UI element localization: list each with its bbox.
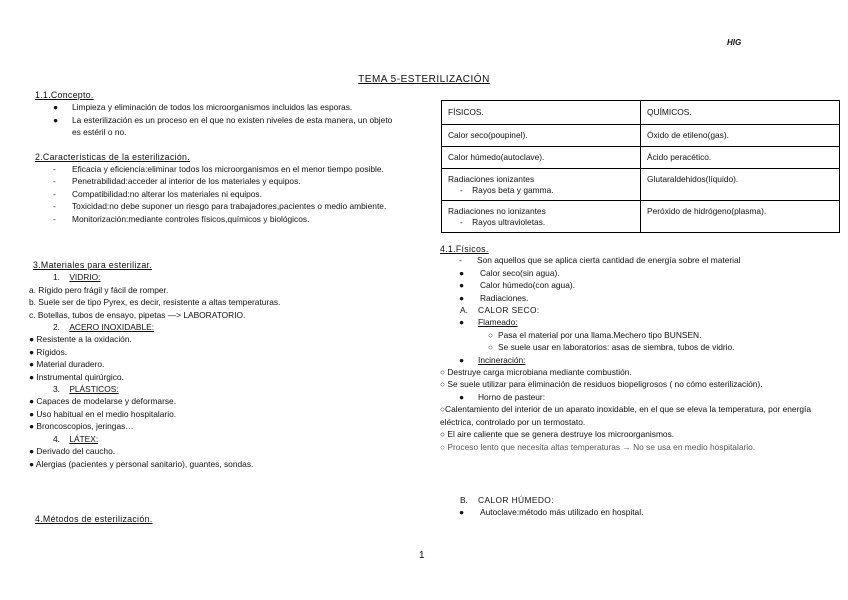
characteristic-item: - Toxicidad:no debe suponer un riesgo para trabajadores,pacientes o medio ambiente. [53,201,387,212]
characteristic-item: - Penetrabilidad:acceder al interior de los materiales y equipos. [53,176,301,187]
section-characteristics-heading: 2.Características de la esterilización. [35,151,190,162]
table-header-fisicos: FÍSICOS. [442,101,641,125]
horno-heading: ● Horno de pasteur: [459,391,546,402]
table-header-row [442,101,840,125]
section-concept-heading: 1.1.Concepto. [35,90,94,100]
characteristic-item: - Eficacia y eficiencia:eliminar todos los microorganismos en el menor tiempo posible. [53,164,384,175]
table-row: Radiaciones ionizantes - Rayos beta y gamma. Glutaraldehidos(líquido). [442,169,840,201]
physical-intro: - Son aquellos que se aplica cierta cantidad de energía sobre el material [459,255,741,266]
calor-humedo-item: ● Autoclave:método más utilizado en hospital. [459,507,644,518]
incineracion-heading: ● Incineración: [459,354,526,365]
table-row: Calor húmedo(autoclave). Ácido peracético. [442,147,840,169]
table-row: Radiaciones no ionizantes - Rayos ultravioletas. Peróxido de hidrógeno(plasma). [442,201,840,233]
physical-bullet: ● Radiaciones. [459,292,529,303]
bullet-dot: ● [53,114,59,125]
group-acero: 2. ACERO INOXIDABLE: [53,322,155,333]
group-plasticos: 3. PLÁSTICOS: [53,384,119,395]
calor-seco-heading: A. CALOR SECO: [460,305,540,316]
physical-bullet: ● Calor seco(sin agua). [459,267,560,278]
physical-section: 4.1.Físicos. - Son aquellos que se aplica cierta cantidad de energía sobre el material ● Calor seco(sin agua). ● Calor húmedo(con agua). ● Radiaciones. A. CALOR SECO: ● Flameado: ○ Pasa el material por una llama.Mechero tipo BUNSEN. ○ Se suele usar en laboratorios: asas de siembra, tubos de vidrio. ● Incineración: ○ Destruye carga microbiana mediante combustión. ○ Se suele utilizar para eliminación de residuos biopeligrosos ( no cómo esterilización). ● Horno de pasteur: ○Calentamiento del interior de un aparato inoxidable, en el que se eleva la temperatura, por energía eléctrica, controlado por un termostato. ○ El aire caliente que se genera destruye los microorganismos. ○ Proceso lento que necesita altas temperaturas → No se usa en medio hospitalario. [440,243,840,453]
section-materials-heading: 3.Materiales para esterilizar. [33,260,153,270]
methods-table [441,100,840,233]
physical-bullet: ● Calor húmedo(con agua). [459,280,575,291]
characteristic-item: - Monitorización:mediante controles físicos,químicos y biológicos. [53,213,310,224]
concept-item: ● La esterilización es un proceso en el que no existen niveles de esta manera, un objeto es estéril o no. [53,114,393,138]
left-column [35,89,405,225]
calor-humedo-section [440,494,840,519]
section-physical-heading: 4.1.Físicos. [440,244,489,254]
bullet-dot: ● [53,102,59,113]
calor-humedo-heading: B. CALOR HÚMEDO: [460,495,554,505]
table-header-quimicos: QUÍMICOS. [641,101,840,125]
section-methods-heading: 4.Métodos de esterilización. [35,514,153,524]
group-latex: 4. LÁTEX: [53,433,99,444]
flameado-heading: ● Flameado: [459,317,518,328]
flameado-item: ○ Se suele usar en laboratorios: asas de siembra, tubos de vidrio. [488,342,735,353]
page-title: TEMA 5-ESTERILIZACIÓN [358,74,490,85]
table-row: Calor seco(poupinel). Óxido de etileno(gas). [442,125,840,147]
materials-section: 3.Materiales para esterilizar. 1. VIDRIO: a. Rígido pero frágil y fácil de romper. b. Suele ser de tipo Pyrex, es decir, resistente a altas temperaturas. c. Botellas, tubos de ensayo, pipetas —> LABORATORIO. 2. ACERO INOXIDABLE: ● Resistente a la oxidación. ● Rígidos. ● Material duradero. ● Instrumental quirúrgico. 3. PLÁSTICOS: ● Capaces de modelarse y deformarse. ● Uso habitual en el medio hospitalario. ● Broncoscopios, jeringas… 4. LÁTEX: ● Derivado del caucho. ● Alergias (pacientes y personal sanitario), guantes, sondas. [33,259,413,470]
concept-item: ● Limpieza y eliminación de todos los microorganismos incluidos las esporas. [53,102,353,113]
flameado-item: ○ Pasa el material por una llama.Mechero tipo BUNSEN. [488,329,702,340]
page-number: 1 [419,550,425,561]
group-vidrio: 1. VIDRIO: [53,272,101,283]
header-initials: HIG [727,38,742,47]
characteristic-item: - Compatibilidad:no alterar los materiales ni equipos. [53,188,262,199]
